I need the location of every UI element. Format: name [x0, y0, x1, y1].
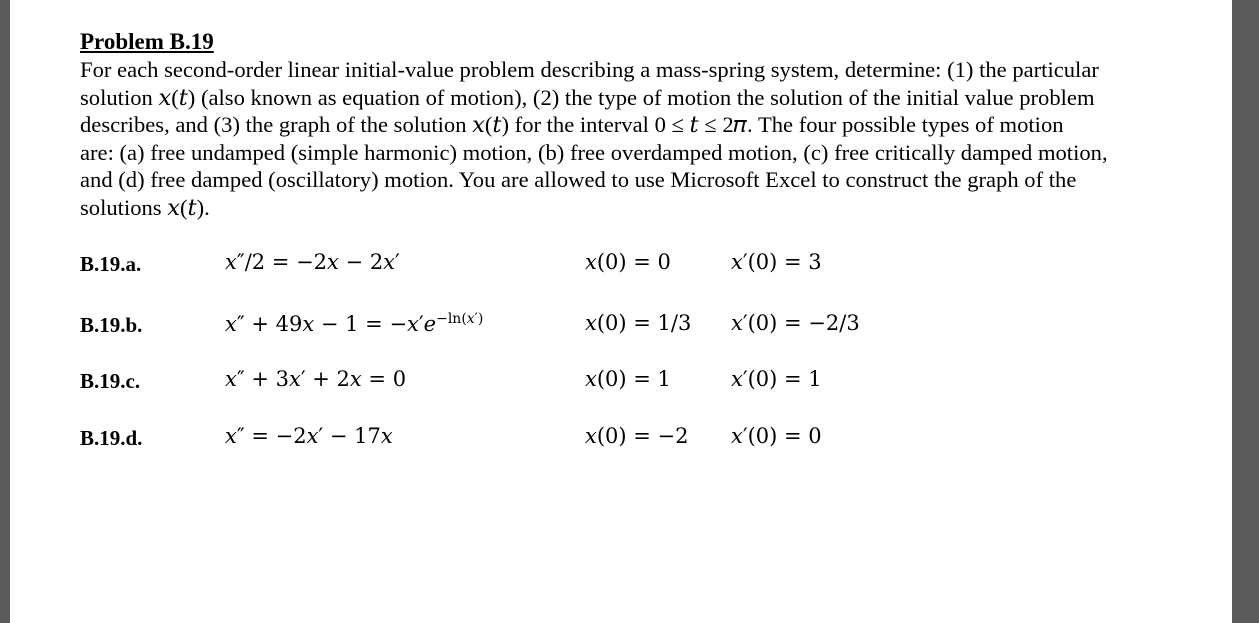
differential-equation: 𝑥″ = −2𝑥′ − 17𝑥: [225, 424, 393, 448]
document-page: [10, 0, 1232, 623]
initial-velocity: 𝑥′(0) = −2/3: [731, 311, 860, 335]
viewer-left-margin: [0, 0, 10, 623]
initial-velocity: 𝑥′(0) = 0: [731, 424, 822, 448]
problem-item-c: [80, 369, 1180, 399]
statement-line: and (d) free damped (oscillatory) motion. You are allowed to use Microsoft Excel to construct the graph of the: [80, 167, 1077, 193]
statement-line: are: (a) free undamped (simple harmonic) motion, (b) free overdamped motion, (c) free critically damped motion,: [80, 139, 1108, 165]
problem-title: Problem B.19: [80, 29, 214, 54]
item-label: B.19.b.: [80, 313, 143, 337]
item-label: B.19.c.: [80, 369, 141, 393]
problem-item-a: [80, 252, 1180, 282]
statement-line: solution 𝑥(𝑡) (also known as equation of motion), (2) the type of motion the solution of the initial value problem: [80, 84, 1095, 110]
statement-line: solutions 𝑥(𝑡).: [80, 194, 210, 220]
problem-item-b: [80, 313, 1180, 343]
statement-line: describes, and (3) the graph of the solution 𝑥(𝑡) for the interval 0 ≤ 𝑡 ≤ 2𝜋. The four possible types of motion: [80, 112, 1064, 138]
problem-item-d: [80, 426, 1180, 456]
initial-position: 𝑥(0) = −2: [585, 424, 689, 448]
differential-equation: 𝑥″ + 3𝑥′ + 2𝑥 = 0: [225, 367, 407, 391]
item-label: B.19.d.: [80, 426, 143, 450]
initial-position: 𝑥(0) = 1: [585, 367, 671, 391]
differential-equation: 𝑥″/2 = −2𝑥 − 2𝑥′: [225, 250, 400, 274]
initial-position: 𝑥(0) = 1/3: [585, 311, 692, 335]
item-label: B.19.a.: [80, 252, 142, 276]
statement-line: For each second-order linear initial-value problem describing a mass-spring system, determine: (1) the particular: [80, 57, 1099, 82]
problem-statement: [80, 56, 1170, 222]
initial-position: 𝑥(0) = 0: [585, 250, 671, 274]
equation-base: 𝑥″ + 49𝑥 − 1 = −𝑥′𝑒: [225, 312, 437, 336]
viewer-right-margin: [1232, 0, 1259, 623]
initial-velocity: 𝑥′(0) = 1: [731, 367, 822, 391]
differential-equation: [225, 311, 483, 336]
equation-exponent: −ln(𝑥′): [436, 311, 484, 327]
initial-velocity: 𝑥′(0) = 3: [731, 250, 822, 274]
